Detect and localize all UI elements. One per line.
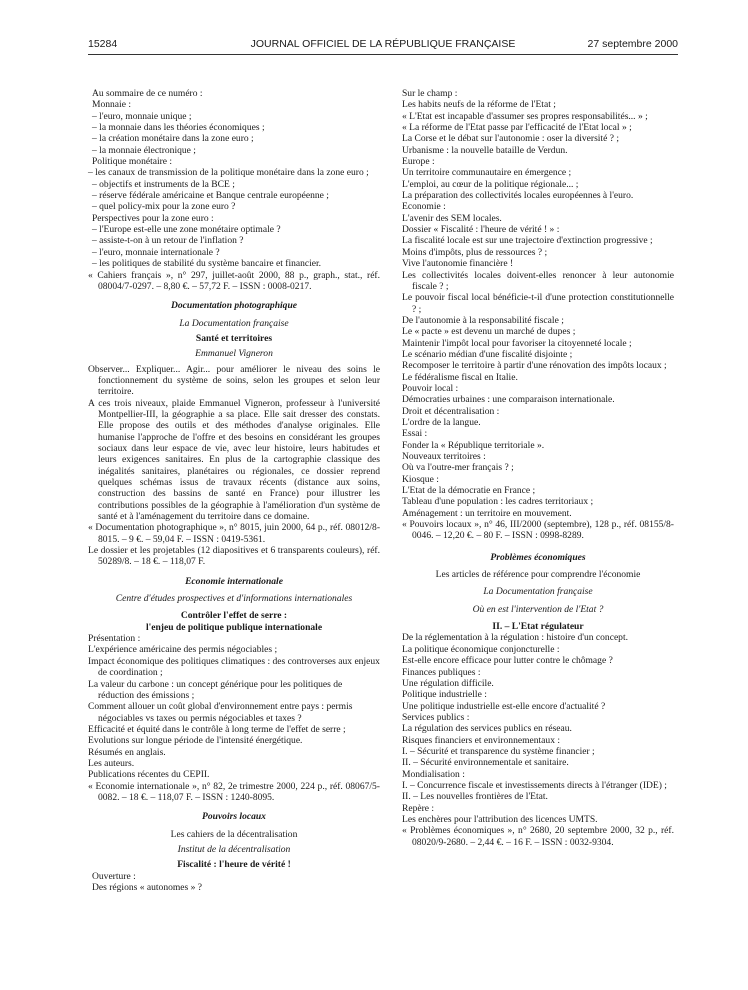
contents-line: Essai : bbox=[402, 428, 428, 440]
contents-line: Au sommaire de ce numéro : bbox=[92, 88, 203, 99]
contents-line: Comment allouer un coût global d'environnement entre pays : permis négociables vs taxes ou permis négociables et taxes ? bbox=[88, 701, 353, 724]
contents-line: Une régulation difficile. bbox=[402, 677, 494, 689]
effet-contents bbox=[88, 633, 380, 780]
contents-line: Publications récentes du CEPII. bbox=[88, 769, 210, 781]
contents-line: – assiste-t-on à un retour de l'inflation ? bbox=[92, 235, 244, 247]
contents-line: – les politiques de stabilité du système bancaire et financier. bbox=[92, 258, 322, 270]
contents-line: I. – Concurrence fiscale et investissements directs à l'étranger (IDE) ; bbox=[402, 779, 667, 791]
header-rule bbox=[88, 54, 678, 55]
contents-line: Les habits neufs de la réforme de l'Etat ; bbox=[402, 99, 556, 111]
contents-line: Efficacité et équité dans le contrôle à long terme de l'effet de serre ; bbox=[88, 723, 346, 735]
contents-line: Les collectivités locales doivent-elles renoncer à leur autonomie fiscale ? ; bbox=[402, 269, 674, 292]
contents-line: II. – Sécurité environnementale et sanitaire. bbox=[402, 757, 569, 769]
contents-line: – la monnaie dans les théories économiques ; bbox=[92, 122, 265, 134]
contents-line: II. – Les nouvelles frontières de l'Etat. bbox=[402, 791, 548, 803]
contents-line: Le scénario médian d'une fiscalité disjointe ; bbox=[402, 348, 573, 360]
section-subtitle: Les articles de référence pour comprendre l'économie bbox=[435, 569, 641, 581]
contents-line: Politique industrielle : bbox=[402, 689, 487, 701]
section-heading: Problèmes économiques bbox=[490, 551, 586, 563]
publisher-name: Institut de la décentralisation bbox=[177, 843, 291, 855]
contents-line: Dossier « Fiscalité : l'heure de vérité ! » : bbox=[402, 224, 560, 236]
contents-line: La préparation des collectivités locales européennes à l'euro. bbox=[402, 190, 634, 202]
contents-line: La fiscalité locale est sur une trajectoire d'extinction progressive ; bbox=[402, 235, 653, 247]
contents-line: – quel policy-mix pour la zone euro ? bbox=[92, 201, 236, 213]
contents-line: Finances publiques : bbox=[402, 666, 481, 678]
publication-reference: « Cahiers français », n° 297, juillet-août 2000, 88 p., graph., stat., réf. 08004/7-0297. – 8,80 €. – 57,72 F. – ISSN : 0008-0217. bbox=[88, 269, 380, 292]
contents-line: – les canaux de transmission de la politique monétaire dans la zone euro ; bbox=[88, 167, 369, 179]
contents-line: Une politique industrielle est-elle encore d'actualité ? bbox=[402, 700, 606, 712]
publication-reference: « Documentation photographique », n° 8015, juin 2000, 64 p., réf. 08012/8-8015. – 9 €. – 59,04 F. – ISSN : 0419-5361. bbox=[88, 522, 380, 545]
contents-line: La politique économique conjoncturelle : bbox=[402, 643, 560, 655]
publisher-name: Les cahiers de la décentralisation bbox=[170, 828, 298, 840]
contents-line: La Corse et le débat sur l'autonomie : oser la diversité ? ; bbox=[402, 133, 619, 145]
contents-line: Les auteurs. bbox=[88, 757, 135, 769]
contents-line: – l'euro, monnaie unique ; bbox=[92, 110, 192, 122]
contents-line: Mondialisation : bbox=[402, 768, 465, 780]
contents-line: Impact économique des politiques climatiques : des controverses aux enjeux de coordination ; bbox=[88, 655, 380, 679]
contents-line: L'emploi, au cœur de la politique régionale... ; bbox=[402, 178, 579, 190]
contents-line: De l'autonomie à la responsabilité fiscale ; bbox=[402, 314, 564, 326]
running-header bbox=[88, 38, 678, 52]
contents-line: Des régions « autonomes » ? bbox=[92, 882, 203, 893]
contents-line: Pouvoir local : bbox=[402, 382, 459, 394]
contents-line: Politique monétaire : bbox=[92, 156, 173, 168]
contents-line: – l'euro, monnaie internationale ? bbox=[92, 246, 220, 258]
contents-line: L'Etat de la démocratie en France ; bbox=[402, 485, 536, 497]
contents-line: Services publics : bbox=[402, 711, 470, 723]
contents-line: Recomposer le territoire à partir d'une rénovation des impôts locaux ; bbox=[402, 360, 667, 372]
contents-line: Où va l'outre-mer français ? ; bbox=[402, 462, 514, 474]
contents-line: La régulation des services publics en réseau. bbox=[402, 723, 572, 735]
journal-title: JOURNAL OFFICIEL DE LA RÉPUBLIQUE FRANÇAISE bbox=[250, 38, 516, 50]
abstract-paragraph: A ces trois niveaux, plaide Emmanuel Vigneron, professeur à l'université Montpellier-III, la géographie a sa place. Elle sait dresser des constats. Elle propose des outils et des méthodes d'analyse originales. Elle humanise l'approche de l'offre et des besoins en considérant les groupes sociaux dans leur espace de vie, avec leur histoire, leurs habitudes et leurs exigences sanitaires. En plus de la cartographie classique des inégalités sanitaires, planétaires ou régionales, ce dossier reprend quelques schémas issus de travaux récents (distance aux soins, construction des bassins de santé en France) pour illustrer les contributions possibles de la géographie à l'amélioration d'un système de santé et à l'aménagement du territoire dans ce domaine. bbox=[88, 397, 380, 523]
section-heading: Pouvoirs locaux bbox=[202, 811, 266, 823]
page-number: 15284 bbox=[88, 38, 118, 50]
pouvoirs-contents bbox=[402, 88, 674, 519]
publisher-name: La Documentation française bbox=[179, 317, 289, 329]
publication-title: Santé et territoires bbox=[195, 332, 273, 344]
contents-line: L'expérience américaine des permis négociables ; bbox=[88, 644, 278, 656]
publication-title: II. – L'Etat régulateur bbox=[492, 621, 584, 633]
contents-line: Droit et décentralisation : bbox=[402, 405, 500, 417]
contents-line: Le « pacte » est devenu un marché de dupes ; bbox=[402, 326, 576, 338]
publication-reference: « Pouvoirs locaux », n° 46, III/2000 (septembre), 128 p., réf. 08155/8-0046. – 12,20 €. – 80 F. – ISSN : 0998-8289. bbox=[402, 519, 674, 542]
contents-line: – la création monétaire dans la zone euro ; bbox=[92, 133, 254, 145]
etat-contents bbox=[402, 632, 674, 825]
contents-line: Maintenir l'impôt local pour favoriser la citoyenneté locale ; bbox=[402, 337, 632, 349]
author-name: Emmanuel Vigneron bbox=[195, 348, 273, 360]
issue-date: 27 septembre 2000 bbox=[587, 38, 678, 50]
contents-line: Le fédéralisme fiscal en Italie. bbox=[402, 371, 518, 383]
section-heading: Documentation photographique bbox=[171, 300, 297, 312]
contents-line: – réserve fédérale américaine et Banque centrale européenne ; bbox=[92, 190, 329, 202]
contents-line: Evolutions sur longue période de l'intensité énergétique. bbox=[88, 735, 303, 747]
publication-title: Contrôler l'effet de serre : bbox=[180, 610, 288, 622]
contents-line: De la réglementation à la régulation : histoire d'un concept. bbox=[402, 632, 628, 644]
publication-title: Fiscalité : l'heure de vérité ! bbox=[177, 859, 291, 871]
contents-line: « L'Etat est incapable d'assumer ses propres responsabilités... » ; bbox=[402, 110, 648, 122]
publication-reference: « Problèmes économiques », n° 2680, 20 septembre 2000, 32 p., réf. 08020/9-2680. – 2,44 €. – 16 F. – ISSN : 0032-9304. bbox=[402, 825, 674, 848]
contents-line: Résumés en anglais. bbox=[88, 746, 166, 758]
contents-line: Les enchères pour l'attribution des licences UMTS. bbox=[402, 813, 598, 825]
publisher-name: La Documentation française bbox=[483, 586, 593, 598]
contents-line: « La réforme de l'Etat passe par l'efficacité de l'Etat local » ; bbox=[402, 122, 632, 134]
contents-line: Un territoire communautaire en émergence ; bbox=[402, 167, 572, 179]
contents-line: Sur le champ : bbox=[402, 88, 458, 99]
publication-title: l'enjeu de politique publique internationale bbox=[145, 621, 323, 633]
publication-reference: Le dossier et les projetables (12 diapositives et 6 transparents couleurs), réf. 50289/8. – 18 €. – 118,07 F. bbox=[88, 545, 380, 568]
contents-line: Tableau d'une population : les cadres territoriaux ; bbox=[402, 496, 594, 508]
publication-reference: « Economie internationale », n° 82, 2e trimestre 2000, 224 p., réf. 08067/5-0082. – 18 €. – 118,07 F. – ISSN : 1240-8095. bbox=[88, 780, 380, 803]
publication-question: Où en est l'intervention de l'Etat ? bbox=[472, 603, 604, 615]
abstract-paragraph: Observer... Expliquer... Agir... pour améliorer le niveau des soins le fonctionnement du système de soins, selon les groupes et selon leur territoire. bbox=[88, 363, 380, 398]
contents-line: Urbanisme : la nouvelle bataille de Verdun. bbox=[402, 144, 568, 156]
contents-line: Risques financiers et environnementaux : bbox=[402, 734, 561, 746]
contents-line: Monnaie : bbox=[92, 99, 131, 111]
monnaie-contents bbox=[88, 88, 380, 270]
contents-line: Moins d'impôts, plus de ressources ? ; bbox=[402, 246, 548, 258]
contents-line: I. – Sécurité et transparence du système financier ; bbox=[402, 745, 595, 757]
contents-line: Repère : bbox=[402, 802, 435, 814]
contents-line: Europe : bbox=[402, 156, 435, 168]
contents-line: – objectifs et instruments de la BCE ; bbox=[92, 178, 235, 190]
contents-line: – la monnaie électronique ; bbox=[92, 144, 196, 156]
right-column bbox=[402, 88, 674, 848]
contents-line: Economie : bbox=[402, 201, 446, 213]
section-heading: Economie internationale bbox=[185, 575, 283, 587]
contents-line: L'avenir des SEM locales. bbox=[402, 212, 502, 224]
contents-line: Fonder la « République territoriale ». bbox=[402, 439, 545, 451]
contents-line: Nouveaux territoires : bbox=[402, 451, 486, 462]
contents-line: Aménagement : un territoire en mouvement. bbox=[402, 507, 572, 519]
contents-line: Le pouvoir fiscal local bénéficie-t-il d'une protection constitutionnelle ? ; bbox=[402, 292, 674, 315]
contents-line: Kiosque : bbox=[402, 473, 439, 485]
contents-line: L'ordre de la langue. bbox=[402, 416, 481, 428]
contents-line: Présentation : bbox=[88, 633, 141, 645]
left-column bbox=[88, 88, 380, 893]
contents-line: Vive l'autonomie financière ! bbox=[402, 258, 514, 270]
contents-line: Perspectives pour la zone euro : bbox=[92, 212, 214, 224]
publisher-name: Centre d'études prospectives et d'informations internationales bbox=[115, 593, 353, 605]
contents-line: La valeur du carbone : un concept générique pour les politiques de réduction des émissions ; bbox=[88, 678, 343, 701]
contents-line: Ouverture : bbox=[92, 870, 136, 882]
contents-line: Démocraties urbaines : une comparaison internationale. bbox=[402, 394, 615, 406]
contents-line: – l'Europe est-elle une zone monétaire optimale ? bbox=[92, 224, 281, 236]
contents-line: Est-elle encore efficace pour lutter contre le chômage ? bbox=[402, 655, 613, 667]
